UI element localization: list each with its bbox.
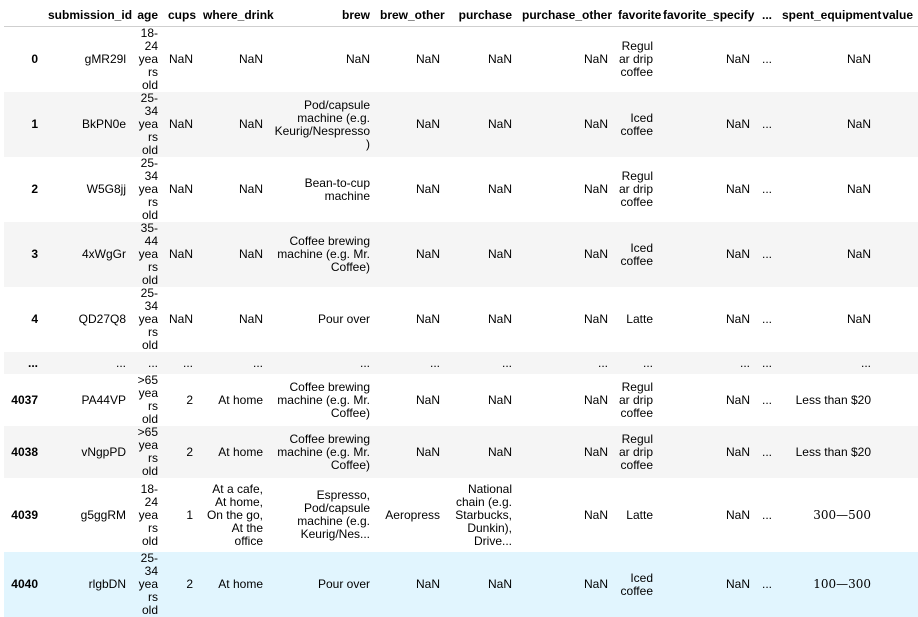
cell-purchase: National chain (e.g. Starbucks, Dunkin), Drive... — [445, 478, 517, 552]
cell-where-drink: ... — [198, 352, 268, 374]
cell-spent-equipment: NaN — [777, 222, 876, 287]
cell-purchase-other: ... — [517, 352, 613, 374]
cell-purchase: NaN — [445, 222, 517, 287]
column-header: age — [131, 0, 163, 27]
cell-value — [876, 426, 918, 478]
cell-purchase-other: NaN — [517, 287, 613, 352]
cell-favorite-specify: ... — [658, 352, 755, 374]
cell-favorite-specify: NaN — [658, 157, 755, 222]
cell-brew-other: Aeropress — [375, 478, 445, 552]
cell-age: 18-24 years old — [131, 478, 163, 552]
column-header: value — [876, 0, 918, 27]
cell-submission-id: rlgbDN — [43, 552, 131, 617]
table-row[interactable] — [4, 426, 918, 478]
cell-spent-equipment: NaN — [777, 27, 876, 93]
table-row[interactable] — [4, 552, 918, 617]
dataframe-table — [4, 0, 918, 617]
cell-ellipsis: ... — [755, 222, 777, 287]
cell-favorite-specify: NaN — [658, 287, 755, 352]
table-row[interactable] — [4, 352, 918, 374]
cell-purchase: NaN — [445, 92, 517, 157]
cell-age: ... — [131, 352, 163, 374]
cell-purchase-other: NaN — [517, 374, 613, 426]
cell-value — [876, 352, 918, 374]
cell-cups: NaN — [163, 157, 198, 222]
column-header: where_drink — [198, 0, 268, 27]
cell-favorite: Latte — [613, 287, 658, 352]
cell-brew: Pod/capsule machine (e.g. Keurig/Nespresso) — [268, 92, 375, 157]
cell-value — [876, 157, 918, 222]
cell-age: 25-34 years old — [131, 157, 163, 222]
cell-ellipsis: ... — [755, 92, 777, 157]
cell-submission-id: ... — [43, 352, 131, 374]
cell-favorite-specify: NaN — [658, 478, 755, 552]
cell-where-drink: At a cafe, At home, On the go, At the office — [198, 478, 268, 552]
row-index: 4037 — [4, 374, 43, 426]
row-index: 3 — [4, 222, 43, 287]
cell-brew-other: NaN — [375, 374, 445, 426]
cell-ellipsis: ... — [755, 287, 777, 352]
row-index: 0 — [4, 27, 43, 93]
index-header — [4, 0, 43, 27]
cell-favorite: Iced coffee — [613, 92, 658, 157]
cell-purchase: NaN — [445, 552, 517, 617]
cell-value — [876, 552, 918, 617]
column-header: purchase — [445, 0, 517, 27]
cell-favorite-specify: NaN — [658, 552, 755, 617]
cell-purchase-other: NaN — [517, 222, 613, 287]
cell-age: 25-34 years old — [131, 552, 163, 617]
cell-purchase: NaN — [445, 287, 517, 352]
table-row[interactable] — [4, 374, 918, 426]
cell-value — [876, 478, 918, 552]
table-row[interactable] — [4, 287, 918, 352]
cell-submission-id: g5ggRM — [43, 478, 131, 552]
column-header: spent_equipment — [777, 0, 876, 27]
cell-favorite: Regular drip coffee — [613, 157, 658, 222]
cell-cups: NaN — [163, 27, 198, 93]
cell-spent-equipment: Less than $20 — [777, 426, 876, 478]
cell-purchase-other: NaN — [517, 92, 613, 157]
cell-brew: Coffee brewing machine (e.g. Mr. Coffee) — [268, 374, 375, 426]
cell-brew: Pour over — [268, 552, 375, 617]
cell-purchase: NaN — [445, 157, 517, 222]
cell-where-drink: At home — [198, 426, 268, 478]
cell-ellipsis: ... — [755, 374, 777, 426]
table-row[interactable] — [4, 92, 918, 157]
cell-spent-equipment: 300—500 — [777, 478, 876, 552]
cell-submission-id: QD27Q8 — [43, 287, 131, 352]
cell-submission-id: PA44VP — [43, 374, 131, 426]
cell-purchase: ... — [445, 352, 517, 374]
cell-spent-equipment: Less than $20 — [777, 374, 876, 426]
cell-spent-equipment: 100—300 — [777, 552, 876, 617]
cell-spent-equipment: NaN — [777, 92, 876, 157]
cell-where-drink: NaN — [198, 157, 268, 222]
cell-cups: NaN — [163, 287, 198, 352]
cell-brew: Pour over — [268, 287, 375, 352]
cell-age: >65 years old — [131, 426, 163, 478]
cell-purchase-other: NaN — [517, 27, 613, 93]
cell-cups: 2 — [163, 552, 198, 617]
cell-favorite: Iced coffee — [613, 552, 658, 617]
cell-submission-id: gMR29l — [43, 27, 131, 93]
cell-where-drink: NaN — [198, 27, 268, 93]
cell-value — [876, 27, 918, 93]
cell-submission-id: W5G8jj — [43, 157, 131, 222]
cell-cups: 2 — [163, 426, 198, 478]
cell-ellipsis: ... — [755, 27, 777, 93]
table-body — [4, 27, 918, 617]
cell-age: 35-44 years old — [131, 222, 163, 287]
cell-ellipsis: ... — [755, 157, 777, 222]
cell-brew: NaN — [268, 27, 375, 93]
cell-brew: Espresso, Pod/capsule machine (e.g. Keurig/Nes... — [268, 478, 375, 552]
cell-cups: NaN — [163, 92, 198, 157]
column-header: favorite — [613, 0, 658, 27]
cell-purchase-other: NaN — [517, 478, 613, 552]
row-index: 4039 — [4, 478, 43, 552]
cell-purchase: NaN — [445, 426, 517, 478]
cell-brew-other: NaN — [375, 426, 445, 478]
cell-spent-equipment: ... — [777, 352, 876, 374]
cell-age: 18-24 years old — [131, 27, 163, 93]
cell-favorite: Iced coffee — [613, 222, 658, 287]
cell-spent-equipment: NaN — [777, 157, 876, 222]
cell-cups: 2 — [163, 374, 198, 426]
table-header — [4, 0, 918, 27]
cell-favorite-specify: NaN — [658, 222, 755, 287]
cell-submission-id: 4xWgGr — [43, 222, 131, 287]
cell-favorite: Latte — [613, 478, 658, 552]
cell-favorite: Regular drip coffee — [613, 374, 658, 426]
cell-value — [876, 222, 918, 287]
cell-where-drink: NaN — [198, 92, 268, 157]
cell-brew: Coffee brewing machine (e.g. Mr. Coffee) — [268, 426, 375, 478]
row-index: 2 — [4, 157, 43, 222]
column-header: favorite_specify — [658, 0, 755, 27]
column-header: submission_id — [43, 0, 131, 27]
cell-where-drink: NaN — [198, 222, 268, 287]
cell-brew-other: NaN — [375, 92, 445, 157]
cell-purchase: NaN — [445, 27, 517, 93]
table-row[interactable] — [4, 478, 918, 552]
cell-brew-other: NaN — [375, 552, 445, 617]
cell-cups: 1 — [163, 478, 198, 552]
cell-brew-other: NaN — [375, 157, 445, 222]
cell-where-drink: At home — [198, 374, 268, 426]
cell-ellipsis: ... — [755, 478, 777, 552]
column-header: brew — [268, 0, 375, 27]
cell-purchase-other: NaN — [517, 426, 613, 478]
cell-favorite: ... — [613, 352, 658, 374]
cell-cups: ... — [163, 352, 198, 374]
cell-favorite-specify: NaN — [658, 27, 755, 93]
cell-cups: NaN — [163, 222, 198, 287]
row-index: 1 — [4, 92, 43, 157]
cell-purchase-other: NaN — [517, 157, 613, 222]
cell-brew: Coffee brewing machine (e.g. Mr. Coffee) — [268, 222, 375, 287]
cell-brew-other: ... — [375, 352, 445, 374]
cell-age: 25-34 years old — [131, 287, 163, 352]
cell-value — [876, 374, 918, 426]
cell-submission-id: BkPN0e — [43, 92, 131, 157]
row-index: 4038 — [4, 426, 43, 478]
cell-ellipsis: ... — [755, 552, 777, 617]
cell-brew-other: NaN — [375, 222, 445, 287]
table-row[interactable] — [4, 157, 918, 222]
cell-ellipsis: ... — [755, 352, 777, 374]
cell-age: 25-34 years old — [131, 92, 163, 157]
cell-purchase-other: NaN — [517, 552, 613, 617]
header-row — [4, 0, 918, 27]
cell-favorite-specify: NaN — [658, 92, 755, 157]
cell-value — [876, 92, 918, 157]
cell-brew-other: NaN — [375, 27, 445, 93]
cell-favorite: Regular drip coffee — [613, 426, 658, 478]
column-header: cups — [163, 0, 198, 27]
column-header: ... — [755, 0, 777, 27]
row-index: 4040 — [4, 552, 43, 617]
row-index: ... — [4, 352, 43, 374]
table-row[interactable] — [4, 27, 918, 93]
cell-brew-other: NaN — [375, 287, 445, 352]
cell-spent-equipment: NaN — [777, 287, 876, 352]
cell-purchase: NaN — [445, 374, 517, 426]
cell-age: >65 years old — [131, 374, 163, 426]
cell-favorite-specify: NaN — [658, 374, 755, 426]
cell-where-drink: NaN — [198, 287, 268, 352]
cell-brew: Bean-to-cup machine — [268, 157, 375, 222]
table-row[interactable] — [4, 222, 918, 287]
cell-ellipsis: ... — [755, 426, 777, 478]
cell-brew: ... — [268, 352, 375, 374]
row-index: 4 — [4, 287, 43, 352]
cell-favorite: Regular drip coffee — [613, 27, 658, 93]
cell-value — [876, 287, 918, 352]
cell-where-drink: At home — [198, 552, 268, 617]
cell-submission-id: vNgpPD — [43, 426, 131, 478]
column-header: brew_other — [375, 0, 445, 27]
cell-favorite-specify: NaN — [658, 426, 755, 478]
column-header: purchase_other — [517, 0, 613, 27]
